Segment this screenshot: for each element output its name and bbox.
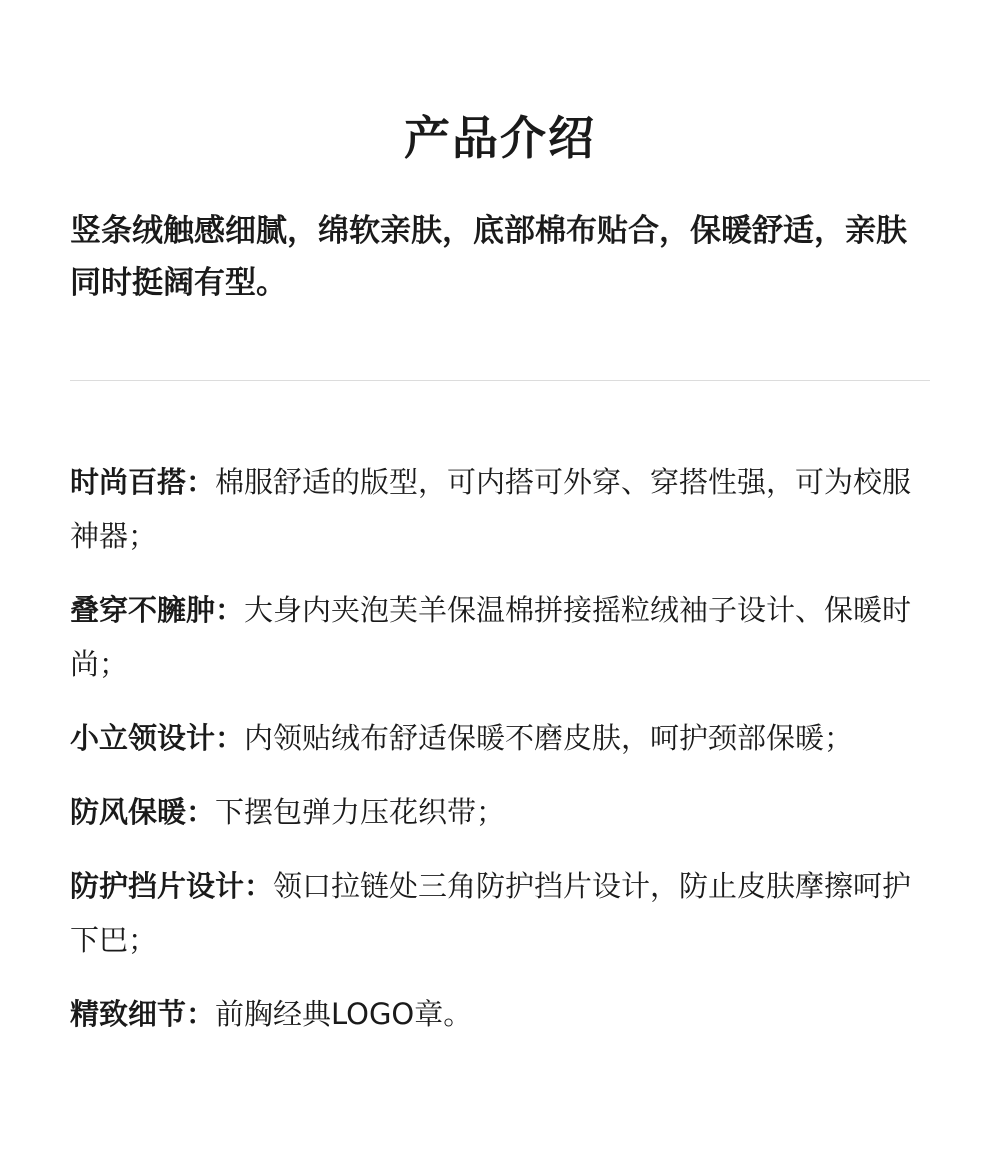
section-divider <box>70 380 930 381</box>
feature-text: 大身内夹泡芙羊保温棉拼接摇粒绒袖子设计、保暖时尚； <box>70 593 912 681</box>
feature-label: 防风保暖： <box>70 795 216 829</box>
feature-text: 内领贴绒布舒适保暖不磨皮肤，呵护颈部保暖； <box>244 721 854 755</box>
feature-item-layering <box>70 583 940 691</box>
feature-label: 时尚百搭： <box>70 465 216 499</box>
feature-list <box>70 455 940 1061</box>
feature-label: 精致细节： <box>70 997 216 1031</box>
intro-paragraph: 竖条绒触感细腻，绵软亲肤，底部棉布贴合，保暖舒适，亲肤同时挺阔有型。 <box>70 213 907 301</box>
feature-item-fashion <box>70 455 940 563</box>
feature-text: 领口拉链处三角防护挡片设计，防止皮肤摩擦呵护下巴； <box>70 869 912 957</box>
feature-text: 前胸经典LOGO章。 <box>215 997 473 1031</box>
feature-label: 叠穿不臃肿： <box>70 593 245 627</box>
feature-text: 下摆包弹力压花织带； <box>215 795 506 829</box>
feature-label: 防护挡片设计： <box>70 869 274 903</box>
feature-item-collar <box>70 711 940 765</box>
feature-text: 棉服舒适的版型，可内搭可外穿、穿搭性强，可为校服神器； <box>70 465 912 553</box>
feature-label: 小立领设计： <box>70 721 245 755</box>
page-title: 产品介绍 <box>404 111 596 165</box>
feature-item-windproof <box>70 785 940 839</box>
feature-item-details <box>70 987 940 1041</box>
feature-item-chin-guard <box>70 859 940 967</box>
